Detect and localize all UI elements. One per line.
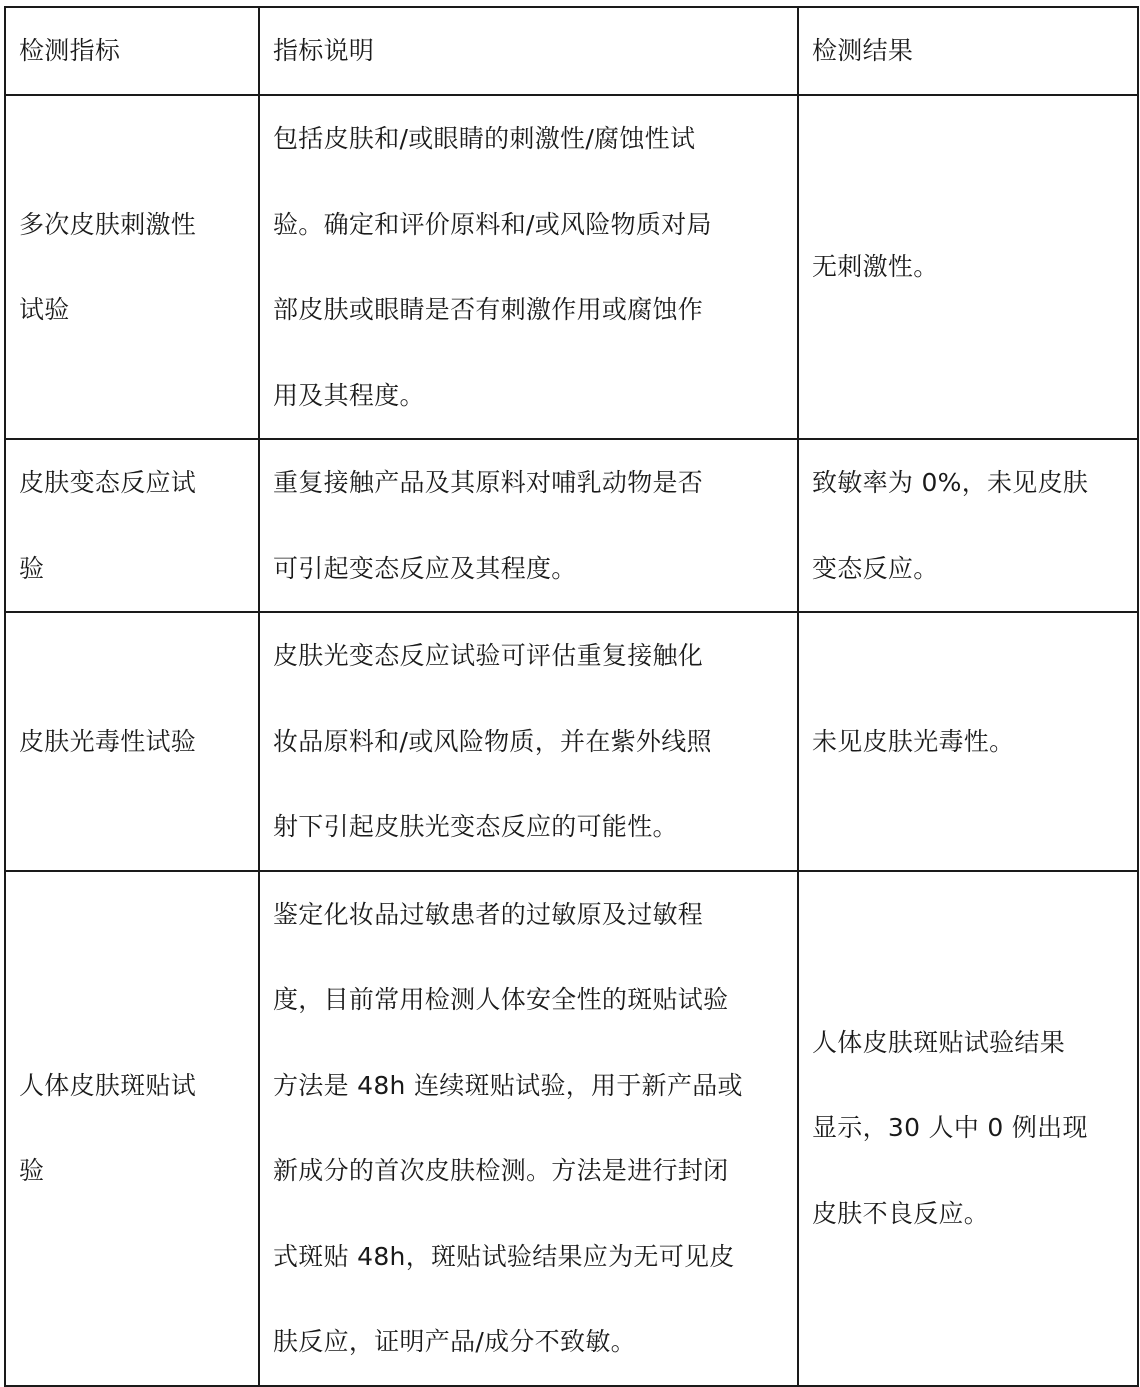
result-cell xyxy=(798,871,1138,1386)
cell-line: 未见皮肤光毒性。 xyxy=(812,726,1015,756)
description-cell xyxy=(259,871,798,1386)
cell-line: 新成分的首次皮肤检测。方法是进行封闭 xyxy=(273,1156,729,1185)
table-row xyxy=(5,95,1138,439)
cell-line: 皮肤光毒性试验 xyxy=(19,726,197,756)
cell-line: 包括皮肤和/或眼睛的刺激性/腐蚀性试 xyxy=(273,124,696,153)
cell-line: 显示，30 人中 0 例出现 xyxy=(812,1113,1088,1143)
cell-line: 皮肤光变态反应试验可评估重复接触化 xyxy=(273,641,704,670)
cell-line: 度，目前常用检测人体安全性的斑贴试验 xyxy=(273,985,729,1014)
header-description: 指标说明 xyxy=(259,7,798,95)
indicator-cell xyxy=(5,871,259,1386)
description-cell xyxy=(259,612,798,871)
result-cell xyxy=(798,612,1138,871)
safety-test-table xyxy=(4,6,1139,1387)
cell-line: 妆品原料和/或风险物质，并在紫外线照 xyxy=(273,726,712,756)
indicator-cell xyxy=(5,612,259,871)
cell-line: 无刺激性。 xyxy=(812,252,939,282)
cell-line: 试验 xyxy=(19,295,70,324)
cell-line: 可引起变态反应及其程度。 xyxy=(273,553,577,583)
table-row xyxy=(5,612,1138,871)
indicator-cell xyxy=(5,439,259,612)
cell-line: 方法是 48h 连续斑贴试验，用于新产品或 xyxy=(273,1070,743,1100)
cell-line: 验。确定和评价原料和/或风险物质对局 xyxy=(273,209,712,239)
cell-line: 重复接触产品及其原料对哺乳动物是否 xyxy=(273,468,704,497)
result-cell xyxy=(798,95,1138,439)
table-row xyxy=(5,871,1138,1386)
cell-line: 用及其程度。 xyxy=(273,380,425,410)
cell-line: 致敏率为 0%，未见皮肤 xyxy=(812,468,1089,497)
cell-line: 验 xyxy=(19,553,45,583)
cell-line: 射下引起皮肤光变态反应的可能性。 xyxy=(273,812,678,841)
cell-line: 变态反应。 xyxy=(812,553,939,583)
cell-line: 验 xyxy=(19,1156,45,1185)
table-row xyxy=(5,439,1138,612)
result-cell xyxy=(798,439,1138,612)
cell-line: 皮肤变态反应试 xyxy=(19,468,197,497)
cell-line: 鉴定化妆品过敏患者的过敏原及过敏程 xyxy=(273,899,704,929)
header-result: 检测结果 xyxy=(798,7,1138,95)
cell-line: 皮肤不良反应。 xyxy=(812,1198,990,1228)
cell-line: 式斑贴 48h，斑贴试验结果应为无可见皮 xyxy=(273,1241,735,1271)
cell-line: 多次皮肤刺激性 xyxy=(19,209,197,239)
cell-line: 肤反应，证明产品/成分不致敏。 xyxy=(273,1327,636,1356)
header-indicator: 检测指标 xyxy=(5,7,259,95)
table-header-row xyxy=(5,7,1138,95)
cell-line: 人体皮肤斑贴试验结果 xyxy=(812,1027,1066,1057)
description-cell xyxy=(259,439,798,612)
indicator-cell xyxy=(5,95,259,439)
description-cell xyxy=(259,95,798,439)
cell-line: 部皮肤或眼睛是否有刺激作用或腐蚀作 xyxy=(273,295,704,324)
cell-line: 人体皮肤斑贴试 xyxy=(19,1070,197,1100)
